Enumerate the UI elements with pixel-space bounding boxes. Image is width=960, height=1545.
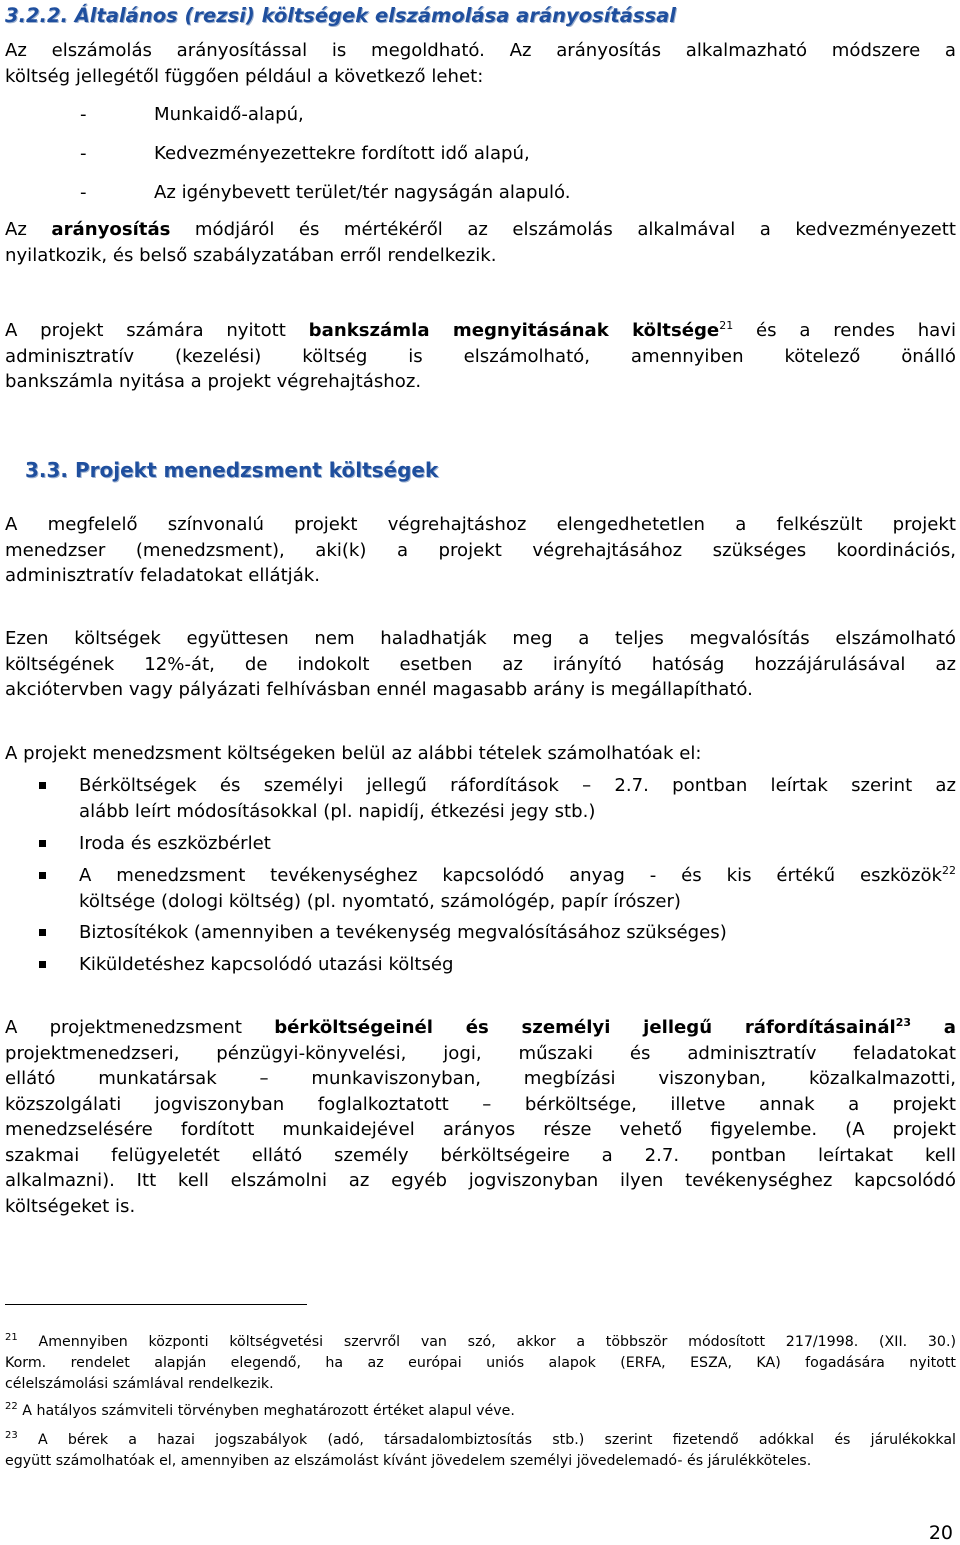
items-intro-paragraph: A projekt menedzsment költségeken belül az alábbi tételek számolhatóak el: [5, 743, 702, 764]
bullet-line [79, 863, 956, 889]
dash-item-text: Kedvezményezettekre fordított idő alapú, [154, 143, 530, 164]
bullet-line: Bérköltségek és személyi jellegű ráfordítások – 2.7. pontban leírtak szerint az [79, 775, 956, 796]
footnote-separator [5, 1304, 307, 1305]
footnote-line [5, 1430, 956, 1451]
dash-marker: - [80, 143, 87, 164]
bold-term: arányosítás [51, 219, 171, 240]
footnote-ref-21[interactable]: 21 [719, 319, 734, 332]
paragraph-line [5, 318, 956, 344]
dash-item-text: Munkaidő-alapú, [154, 104, 304, 125]
paragraph-line: nyilatkozik, és belső szabályzatában erről rendelkezik. [5, 244, 497, 266]
section-heading-3-2-2: 3.2.2. Általános (rezsi) költségek elszámolása arányosítással [5, 4, 676, 27]
dash-list-item [80, 180, 570, 206]
footnote-line: együtt számolhatóak el, amennyiben az elszámolást kívánt jövedelem személyi jövedelemadó- és járulékköteles. [5, 1453, 812, 1469]
bullet-item [79, 952, 956, 978]
paragraph-line: adminisztratív (kezelési) költség is elszámolható, amennyiben kötelező önálló [5, 345, 956, 367]
paragraph-line: menedzser (menedzsment), aki(k) a projekt végrehajtásához szükséges koordinációs, [5, 539, 956, 561]
footnote-line [5, 1332, 956, 1353]
paragraph-line: A megfelelő színvonalú projekt végrehajtáshoz elengedhetetlen a felkészült projekt [5, 514, 956, 535]
square-bullet-icon [39, 929, 46, 936]
bank-account-paragraph [5, 318, 956, 395]
intro-line: Az elszámolás arányosítással is megoldható. Az arányosítás alkalmazható módszere a [5, 40, 956, 61]
bullet-line: Biztosítékok (amennyiben a tevékenység megvalósításához szükséges) [79, 922, 727, 943]
paragraph-line: költségeket is. [5, 1195, 136, 1217]
paragraph-line: menedzselésére fordított munkaidejével arányos része vehető figyelembe. (A projekt [5, 1119, 956, 1140]
paragraph-line: szakmai felügyeletét ellátó személy bérköltségeire a 2.7. pontban leírtakat kell [5, 1144, 956, 1166]
text-run: A hatályos számviteli törvényben meghatározott értéket alapul véve. [17, 1403, 515, 1419]
square-bullet-icon [39, 872, 46, 879]
footnote-line: Korm. rendelet alapján elegendő, ha az európai uniós alapok (ERFA, ESZA, KA) fogadására nyitott [5, 1355, 956, 1371]
footnote-ref-number: 23 [895, 1016, 912, 1029]
footnote-number: 23 [5, 1430, 18, 1441]
bold-term: a [911, 1017, 957, 1038]
bullet-item [79, 863, 956, 914]
text-run: A projektmenedzsment [5, 1017, 275, 1038]
footnote-number: 22 [5, 1401, 18, 1412]
bullet-item [79, 773, 956, 824]
intro-paragraph [5, 38, 956, 89]
paragraph-line [5, 217, 956, 243]
footnote-ref-22[interactable]: 22 [942, 864, 956, 877]
footnote-21 [5, 1332, 956, 1395]
intro-line: költség jellegétől függően például a következő lehet: [5, 65, 484, 87]
footnote-23 [5, 1430, 956, 1472]
paragraph-line [5, 1015, 956, 1041]
text-run: módjáról és mértékéről az elszámolás alkalmával a kedvezményezett [170, 219, 956, 240]
text-run: A projekt számára nyitott [5, 320, 309, 341]
bold-term: bérköltségeinél és személyi jellegű ráfordításainál [274, 1017, 896, 1038]
document-page [5, 0, 956, 1545]
text-run: Az [5, 219, 52, 240]
footnote-number: 21 [5, 1332, 18, 1343]
bullet-line: Iroda és eszközbérlet [79, 833, 271, 854]
footnote-22 [5, 1401, 956, 1422]
wage-cost-paragraph [5, 1015, 956, 1219]
footnote-line: célelszámolási számlával rendelkezik. [5, 1376, 274, 1392]
cost-limit-paragraph [5, 626, 956, 703]
bullet-item [79, 831, 956, 857]
bullet-item [79, 920, 956, 946]
paragraph-line: alkalmazni). Itt kell elszámolni az egyéb jogviszonyban ilyen tevékenységhez kapcsolódó [5, 1170, 956, 1191]
dash-marker: - [80, 182, 87, 203]
dash-item-text: Az igénybevett terület/tér nagyságán alapuló. [154, 182, 571, 203]
text-run: A bérek a hazai jogszabályok (adó, társadalombiztosítás stb.) szerint fizetendő adókkal és járulékokkal [17, 1432, 956, 1448]
dash-list-item [80, 102, 304, 128]
paragraph-line: bankszámla nyitása a projekt végrehajtáshoz. [5, 371, 422, 392]
paragraph-line: projektmenedzseri, pénzügyi-könyvelési, jogi, műszaki és adminisztratív feladatokat [5, 1042, 956, 1064]
proportioning-paragraph [5, 217, 956, 268]
text-run: Amennyiben központi költségvetési szervről van szó, akkor a többször módosított 217/1998. (XII. 30.) [17, 1334, 956, 1350]
bullet-line: Kiküldetéshez kapcsolódó utazási költség [79, 954, 454, 975]
bullet-line: költsége (dologi költség) (pl. nyomtató, számológép, papír írószer) [79, 890, 681, 912]
paragraph-line: akciótervben vagy pályázati felhívásban ennél magasabb arány is megállapítható. [5, 679, 753, 700]
page-number: 20 [928, 1522, 953, 1544]
paragraph-line: költségének 12%-át, de indokolt esetben az irányító hatóság hozzájárulásával az [5, 653, 956, 675]
paragraph-line: közszolgálati jogviszonyban foglalkoztatott – bérköltsége, illetve annak a projekt [5, 1093, 956, 1115]
text-run: és a rendes havi [733, 320, 956, 341]
management-paragraph [5, 512, 956, 589]
paragraph-line: Ezen költségek együttesen nem haladhatják meg a teljes megvalósítás elszámolható [5, 628, 956, 649]
bullet-line: alább leírt módosításokkal (pl. napidíj, étkezési jegy stb.) [79, 800, 596, 822]
square-bullet-icon [39, 782, 46, 789]
paragraph-line: ellátó munkatársak – munkaviszonyban, megbízási viszonyban, közalkalmazotti, [5, 1068, 956, 1089]
dash-list-item [80, 141, 530, 167]
dash-marker: - [80, 104, 87, 125]
text-run: A menedzsment tevékenységhez kapcsolódó anyag - és kis értékű eszközök [79, 865, 942, 886]
footnote-ref-23[interactable] [896, 1016, 911, 1029]
bold-term: bankszámla megnyitásának költsége [308, 320, 720, 341]
paragraph-line: adminisztratív feladatokat ellátják. [5, 565, 321, 586]
square-bullet-icon [39, 840, 46, 847]
footnote-line [5, 1401, 956, 1422]
section-heading-3-3: 3.3. Projekt menedzsment költségek [25, 458, 439, 482]
square-bullet-icon [39, 961, 46, 968]
